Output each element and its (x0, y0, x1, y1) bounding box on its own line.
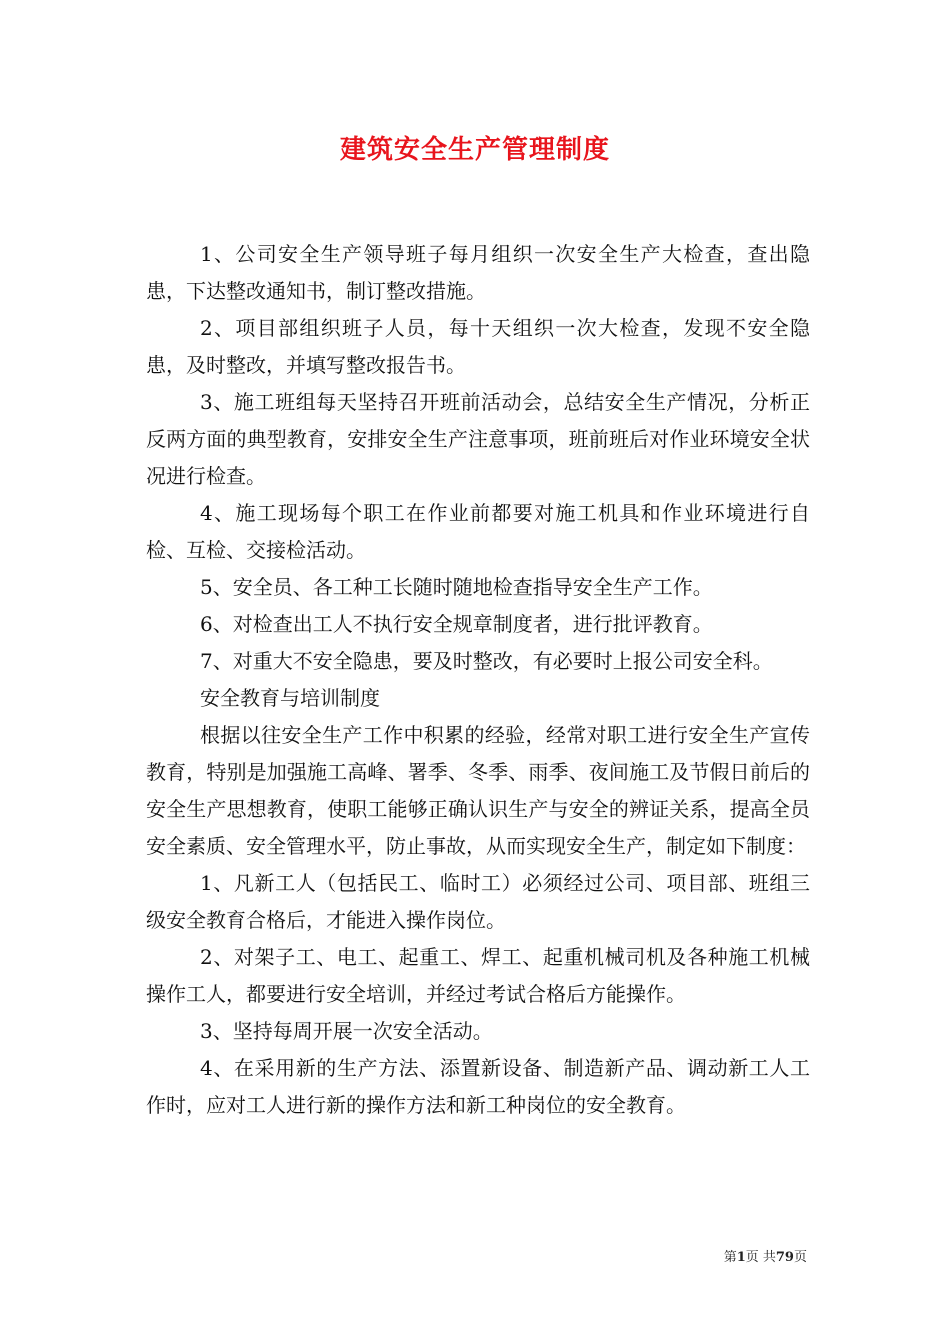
paragraph-5: 5、安全员、各工种工长随时随地检查指导安全生产工作。 (200, 575, 713, 599)
paragraph-training-3: 3、坚持每周开展一次安全活动。 (200, 1019, 493, 1043)
footer-total-pages: 79 (775, 1250, 794, 1265)
footer-middle: 页 共 (745, 1250, 776, 1265)
footer-prefix: 第 (723, 1250, 737, 1265)
paragraph-6: 6、对检查出工人不执行安全规章制度者，进行批评教育。 (200, 612, 713, 636)
paragraph-3: 3、施工班组每天坚持召开班前活动会，总结安全生产情况，分析正反两方面的典型教育，安排安全生产注意事项，班前班后对作业环境安全状况进行检查。 (146, 390, 810, 488)
paragraph-training-1: 1、凡新工人（包括民工、临时工）必须经过公司、项目部、班组三级安全教育合格后，才能进入操作岗位。 (146, 871, 810, 932)
paragraph-7: 7、对重大不安全隐患，要及时整改，有必要时上报公司安全科。 (200, 649, 773, 673)
paragraph-2: 2、项目部组织班子人员，每十天组织一次大检查，发现不安全隐患，及时整改，并填写整改报告书。 (146, 316, 810, 377)
page-footer (600, 1248, 807, 1268)
footer-page-number: 1 (736, 1250, 746, 1265)
section-heading: 安全教育与培训制度 (200, 686, 380, 710)
footer-suffix: 页 (793, 1250, 807, 1265)
paragraph-4: 4、施工现场每个职工在作业前都要对施工机具和作业环境进行自检、互检、交接检活动。 (146, 501, 810, 562)
document-title: 建筑安全生产管理制度 (339, 135, 610, 165)
document-body (146, 236, 810, 1124)
paragraph-intro: 根据以往安全生产工作中积累的经验，经常对职工进行安全生产宣传教育，特别是加强施工高峰、署季、冬季、雨季、夜间施工及节假日前后的安全生产思想教育，使职工能够正确认识生产与安全的辨证关系，提高全员安全素质、安全管理水平，防止事故，从而实现安全生产，制定如下制度： (146, 723, 810, 858)
paragraph-1: 1、公司安全生产领导班子每月组织一次安全生产大检查，查出隐患，下达整改通知书，制订整改措施。 (146, 242, 810, 303)
paragraph-training-2: 2、对架子工、电工、起重工、焊工、起重机械司机及各种施工机械操作工人，都要进行安全培训，并经过考试合格后方能操作。 (146, 945, 810, 1006)
paragraph-training-4: 4、在采用新的生产方法、添置新设备、制造新产品、调动新工人工作时，应对工人进行新的操作方法和新工种岗位的安全教育。 (146, 1056, 810, 1117)
